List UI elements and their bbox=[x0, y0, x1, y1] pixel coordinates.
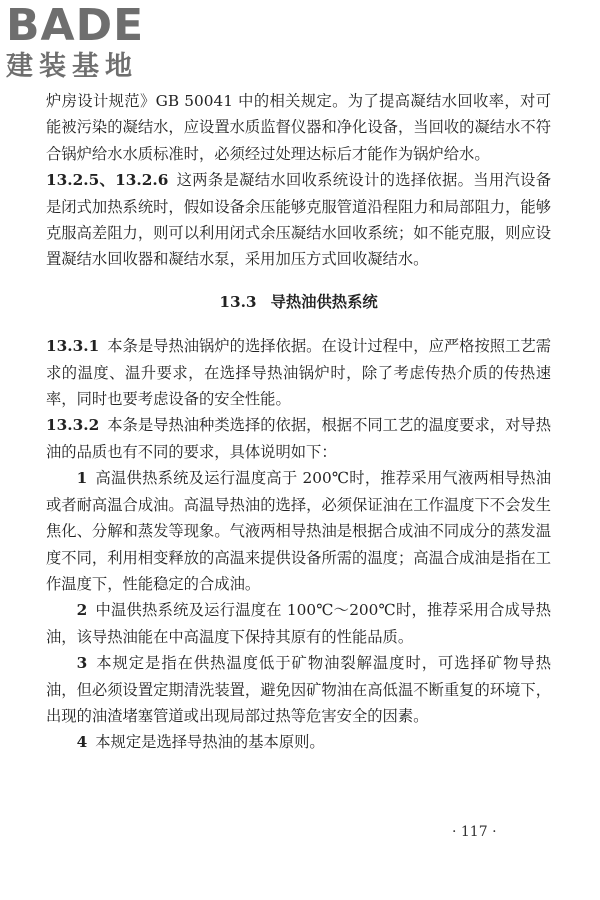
continued-paragraph: 炉房设计规范》GB 50041 中的相关规定。为了提高凝结水回收率，对可能被污染的凝结水，应设置水质监督仪器和净化设备，当回收的凝结水不符合锅炉给水水质标准时，必须经过处理达标后才能作为锅炉给水。 bbox=[46, 92, 551, 163]
clause-text: 本条是导热油锅炉的选择依据。在设计过程中，应严格按照工艺需求的温度、温升要求，在选择导热油锅炉时，除了考虑传热介质的传热速率，同时也要考虑设备的安全性能。 bbox=[46, 337, 551, 409]
item-text: 本规定是选择导热油的基本原则。 bbox=[95, 733, 325, 752]
clause-text: 本条是导热油种类选择的依据，根据不同工艺的温度要求，对导热油的品质也有不同的要求，具体说明如下： bbox=[46, 416, 551, 461]
item-number: 1 bbox=[76, 469, 88, 488]
section-title: 导热油供热系统 bbox=[270, 292, 378, 311]
clause-number: 13.3.2 bbox=[46, 416, 100, 435]
logo-brand-text: BADE bbox=[6, 0, 145, 51]
item-number: 4 bbox=[76, 733, 88, 752]
item-text: 中温供热系统及运行温度在 100℃～200℃时，推荐采用合成导热油，该导热油能在中高温度下保持其原有的性能品质。 bbox=[46, 601, 551, 646]
list-item bbox=[46, 465, 551, 597]
list-item bbox=[46, 597, 551, 650]
section-number: 13.3 bbox=[219, 292, 257, 311]
clause-number: 13.2.5、13.2.6 bbox=[46, 171, 169, 190]
section-heading bbox=[46, 289, 551, 315]
logo-subtitle-text: 建装基地 bbox=[6, 51, 138, 82]
bade-logo bbox=[6, 0, 176, 88]
page-number: · 117 · bbox=[452, 824, 497, 840]
clause-13-2-5 bbox=[46, 167, 551, 273]
item-number: 3 bbox=[76, 654, 88, 673]
item-text: 高温供热系统及运行温度高于 200℃时，推荐采用气液两相导热油或者耐高温合成油。高温导热油的选择，必须保证油在工作温度下不会发生焦化、分解和蒸发等现象。气液两相导热油是根据合成油不同成分的蒸发温度不同，利用相变释放的高温来提供设备所需的温度；高温合成油是指在工作温度下，性能稳定的合成油。 bbox=[46, 469, 551, 593]
clause-13-3-1 bbox=[46, 333, 551, 412]
document-body bbox=[46, 88, 551, 756]
item-number: 2 bbox=[76, 601, 88, 620]
clause-text: 这两条是凝结水回收系统设计的选择依据。当用汽设备是闭式加热系统时，假如设备余压能够克服管道沿程阻力和局部阻力，能够克服高差阻力，则可以利用闭式余压凝结水回收系统；如不能克服，则应设置凝结水回收器和凝结水泵，采用加压方式回收凝结水。 bbox=[46, 171, 551, 269]
clause-13-3-2 bbox=[46, 412, 551, 465]
item-text: 本规定是指在供热温度低于矿物油裂解温度时，可选择矿物导热油，但必须设置定期清洗装置，避免因矿物油在高低温不断重复的环境下，出现的油渣堵塞管道或出现局部过热等危害安全的因素。 bbox=[46, 654, 551, 725]
clause-number: 13.3.1 bbox=[46, 337, 100, 356]
list-item bbox=[46, 729, 551, 755]
list-item bbox=[46, 650, 551, 729]
